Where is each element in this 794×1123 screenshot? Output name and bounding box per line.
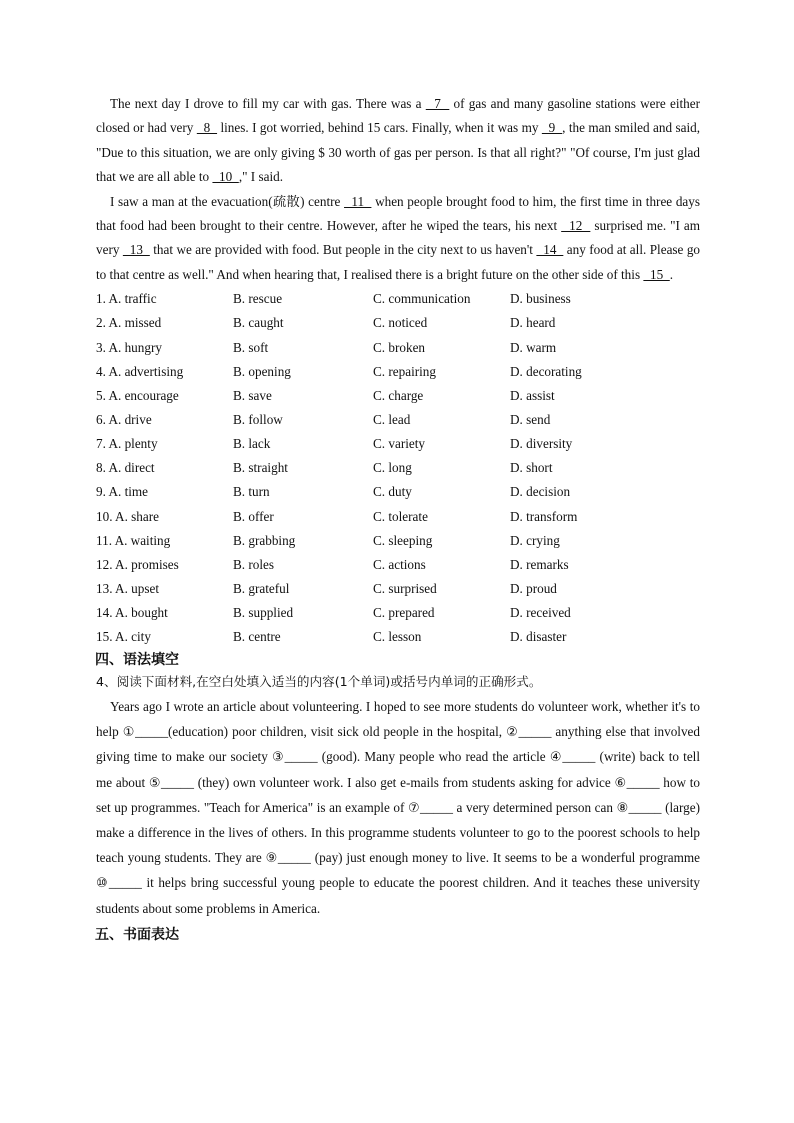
circled-10: ⑩ [96,876,109,892]
option-row-12 [96,553,700,577]
blank-14: 14 [536,242,564,258]
option-13-a: 13. A. upset [96,580,160,596]
option-12-b: B. roles [233,556,275,572]
option-15-b: B. centre [233,629,281,645]
option-10-d: D. transform [510,508,578,524]
option-4-d: D. decorating [510,363,582,379]
option-row-8 [96,456,700,480]
option-row-11 [96,529,700,553]
circled-9: ⑨ [265,850,278,866]
option-2-b: B. caught [233,315,284,331]
option-11-b: B. grabbing [233,532,296,548]
passage1-para2: I saw a man at the evacuation(疏散) centre 11 when people brought food to him, the first time in three days that food had been brought to their centre. However, after he wiped the tears, his next 12 surprised me. "I am very 13 that we are provided with food. But people in the city next to us haven't 14 any food at all. Please go to that centre as well." And when hearing that, I realised there is a bright future on the other side of this 15 . [96,193,701,282]
passage1-para1: The next day I drove to fill my car with gas. There was a 7 of gas and many gasoline stations were either closed or had very 8 lines. I got worried, behind 15 cars. Finally, when it was my 9 , the man smiled and said, "Due to this situation, we are only giving $ 30 worth of gas per person. Is that all right?" "Of course, I'm just glad that we are all able to 10 ," I said. [96,96,701,185]
blank-10b: _____ [108,875,142,891]
option-row-2 [96,311,700,335]
option-13-b: B. grateful [233,580,290,596]
circled-8: ⑧ [616,800,629,816]
circled-6: ⑥ [614,775,627,791]
option-10-c: C. tolerate [373,508,428,524]
circled-5: ⑤ [148,775,162,791]
section4-heading: 四、语法填空 [95,652,179,669]
option-11-a: 11. A. waiting [96,532,171,548]
option-12-c: C. actions [373,556,426,572]
option-2-c: C. noticed [373,315,428,331]
option-3-d: D. warm [510,339,557,355]
blank-13: 13 [122,242,150,258]
option-5-b: B. save [233,387,272,403]
option-7-b: B. lack [233,436,271,452]
option-4-a: 4. A. advertising [96,363,184,379]
option-8-b: B. straight [233,460,288,476]
blank-2: _____ [518,723,552,739]
option-3-c: C. broken [373,339,426,355]
option-7-a: 7. A. plenty [96,436,158,452]
option-2-a: 2. A. missed [96,315,162,331]
blank-8: 8 [196,120,218,136]
option-row-4 [96,360,700,384]
option-2-d: D. heard [510,315,556,331]
option-6-d: D. send [510,411,551,427]
page [96,92,700,946]
option-row-15 [96,625,700,649]
option-4-c: C. repairing [373,363,436,379]
option-14-b: B. supplied [233,605,294,621]
option-row-13 [96,577,700,601]
option-8-d: D. short [510,460,553,476]
option-row-9 [96,480,700,504]
option-9-b: B. turn [233,484,270,500]
option-1-c: C. communication [373,291,471,307]
option-row-14 [96,601,700,625]
option-15-a: 15. A. city [96,629,151,645]
option-14-d: D. received [510,605,571,621]
option-1-a: 1. A. traffic [96,291,157,307]
option-15-d: D. disaster [510,629,567,645]
section5-heading: 五、书面表达 [95,927,179,944]
circled-2: ② [506,724,519,740]
options-list [96,287,700,649]
option-row-10 [96,505,700,529]
option-6-c: C. lead [373,411,411,427]
circled-1: ① [122,724,136,740]
option-12-d: D. remarks [510,556,569,572]
option-row-6 [96,408,700,432]
option-13-d: D. proud [510,580,557,596]
option-1-b: B. rescue [233,291,283,307]
blank-4: _____ [562,749,596,765]
option-12-a: 12. A. promises [96,556,179,572]
section4-passage: Years ago I wrote an article about volunteering. I hoped to see more students do volunteer work, whether it's to help ①_____(education) poor children, visit sick old people in the hospital, ②_____ anything else that involved giving time to make our society ③_____ (good). Many people who read the article ④_____ (write) back to tell me about ⑤_____ (they) own volunteer work. I also get e-mails from students asking for advice ⑥_____ how to set up programmes. "Teach for America" is an example of ⑦_____ a very determined person can ⑧_____ (large) make a difference in the lives of others. In this programme students volunteer to go to the poorest schools to help teach young students. They are ⑨_____ (pay) just enough money to live. It seems to be a wonderful programme ⑩_____ it helps bring successful young people to educate the poorest children. And it teaches these university students about some problems in America. [96,699,701,916]
option-5-c: C. charge [373,387,424,403]
blank-15: 15 [643,266,670,282]
option-3-a: 3. A. hungry [96,339,162,355]
option-5-a: 5. A. encourage [96,387,179,403]
option-row-5 [96,384,700,408]
section4-instruction: 4、阅读下面材料,在空白处填入适当的内容(1个单词)或括号内单词的正确形式。 [96,674,542,690]
blank-9b: _____ [277,849,311,865]
option-6-b: B. follow [233,411,283,427]
option-10-a: 10. A. share [96,508,159,524]
blank-7: 7 [425,96,450,111]
option-9-a: 9. A. time [96,484,149,500]
blank-6: _____ [626,774,660,790]
option-9-d: D. decision [510,484,571,500]
option-row-3 [96,336,700,360]
option-6-a: 6. A. drive [96,411,152,427]
blank-10: 10 [212,169,239,185]
circled-4: ④ [549,750,563,766]
option-7-c: C. variety [373,436,426,452]
option-15-c: C. lesson [373,629,422,645]
option-11-c: C. sleeping [373,532,433,548]
blank-1: _____ [135,723,169,739]
option-9-c: C. duty [373,484,412,500]
blank-11: 11 [344,193,372,209]
blank-8b: _____ [628,799,662,815]
option-13-c: C. surprised [373,580,437,596]
circled-3: ③ [272,750,285,766]
blank-7b: _____ [419,799,453,815]
option-8-a: 8. A. direct [96,460,155,476]
option-10-b: B. offer [233,508,274,524]
option-14-c: C. prepared [373,605,435,621]
option-7-d: D. diversity [510,436,573,452]
blank-5: _____ [161,774,194,790]
option-5-d: D. assist [510,387,555,403]
option-4-b: B. opening [233,363,291,379]
option-14-a: 14. A. bought [96,605,168,621]
option-row-1 [96,287,700,311]
option-8-c: C. long [373,460,412,476]
blank-3: _____ [284,749,318,765]
blank-9: 9 [541,120,563,136]
option-11-d: D. crying [510,532,560,548]
circled-7: ⑦ [408,800,420,816]
option-row-7 [96,432,700,456]
option-3-b: B. soft [233,339,269,355]
option-1-d: D. business [510,291,571,307]
blank-12: 12 [561,218,591,234]
